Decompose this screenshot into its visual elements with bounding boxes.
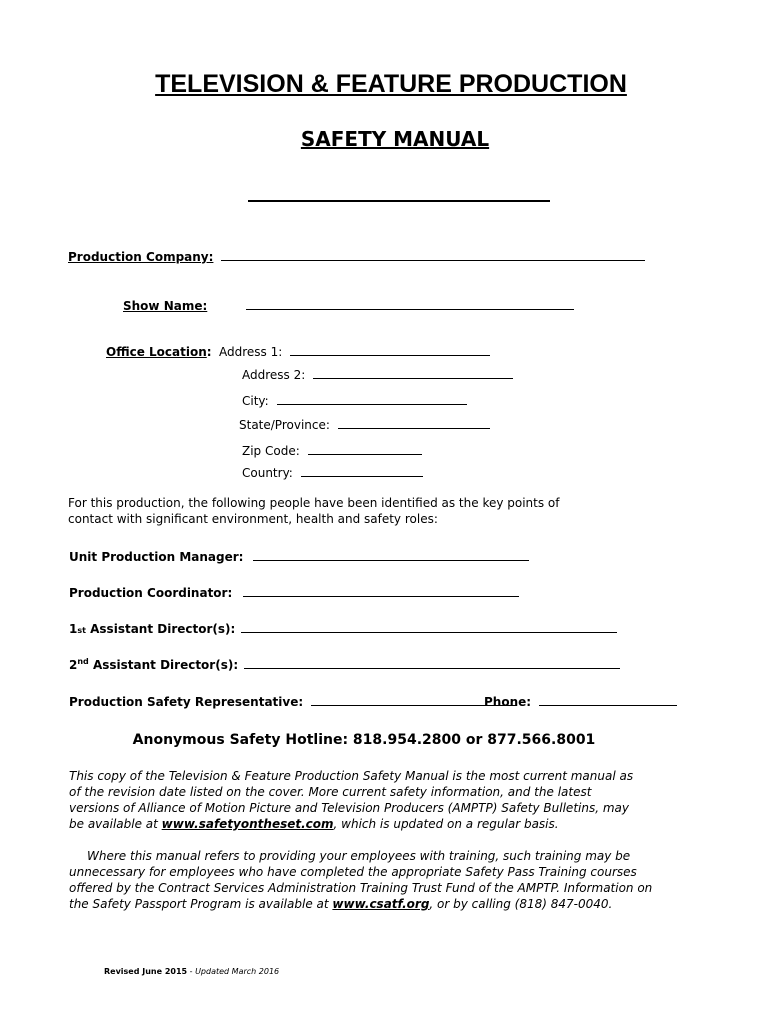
zip-field[interactable] xyxy=(308,442,422,455)
revision-footer: Revised June 2015 - Updated March 2016 xyxy=(104,967,280,976)
note-paragraph-2: Where this manual refers to providing your employees with training, such training may be unnecessary for employees who have completed the appropriate Safety Pass Training courses offered by the Contract Services Administration Training Trust Fund of the AMPTP. Information on the Safety Passport Program is available at www.csatf.org, or by calling (818) 847-0040. xyxy=(69,849,653,911)
country-field[interactable] xyxy=(301,464,423,477)
city-field[interactable] xyxy=(277,392,467,405)
production-company-field[interactable] xyxy=(221,248,645,261)
upm-field[interactable] xyxy=(253,548,529,561)
show-name-field[interactable] xyxy=(246,297,574,310)
first-ad-field[interactable] xyxy=(241,620,617,633)
city-row xyxy=(242,390,467,409)
coordinator-row xyxy=(69,582,519,601)
address1-field[interactable] xyxy=(290,343,490,356)
zip-row xyxy=(242,440,422,459)
second-ad-row xyxy=(69,654,620,673)
country-row xyxy=(242,462,423,481)
production-company-label: Production Company: xyxy=(68,250,214,264)
city-label: City: xyxy=(242,394,269,408)
coordinator-label: Production Coordinator: xyxy=(69,586,233,600)
country-label: Country: xyxy=(242,466,293,480)
safetyontheset-link[interactable]: www.safetyontheset.com xyxy=(161,817,334,831)
upm-label: Unit Production Manager: xyxy=(69,550,244,564)
document-title: TELEVISION & FEATURE PRODUCTION xyxy=(155,70,627,98)
note-paragraph-1: This copy of the Television & Feature Production Safety Manual is the most current manual as of the revision date listed on the cover. More current safety information, and the latest versions of Alliance of Motion Picture and Television Producers (AMPTP) Safety Bulletins, may be available at www.safetyontheset.com, which is updated on a regular basis. xyxy=(69,769,634,831)
production-company-row xyxy=(68,246,645,265)
contacts-intro: For this production, the following people have been identified as the key points of contact with significant environment, health and safety roles: xyxy=(68,496,560,526)
office-location-row: Office Location: xyxy=(106,345,212,359)
coordinator-field[interactable] xyxy=(243,584,519,597)
office-location-label: Office Location xyxy=(106,345,207,359)
safety-rep-label: Production Safety Representative: xyxy=(69,695,304,709)
state-field[interactable] xyxy=(338,416,490,429)
second-ad-field[interactable] xyxy=(244,656,620,669)
address2-field[interactable] xyxy=(313,366,513,379)
address1-row xyxy=(219,341,490,360)
csatf-link[interactable]: www.csatf.org xyxy=(332,897,430,911)
first-ad-label: 1st Assistant Director(s): xyxy=(69,622,236,636)
first-ad-row xyxy=(69,618,617,637)
show-name-field-wrap xyxy=(246,295,574,314)
revised-date: Revised June 2015 xyxy=(104,967,188,976)
phone-row xyxy=(484,691,677,710)
safety-hotline: Anonymous Safety Hotline: 818.954.2800 or 877.566.8001 xyxy=(132,732,596,748)
second-ad-label: 2nd Assistant Director(s): xyxy=(69,657,239,672)
document-subtitle: SAFETY MANUAL xyxy=(300,127,490,151)
address2-row xyxy=(242,364,513,383)
phone-label: Phone: xyxy=(484,695,532,709)
upm-row xyxy=(69,546,529,565)
state-label: State/Province: xyxy=(239,418,330,432)
address2-label: Address 2: xyxy=(242,368,306,382)
title-rule xyxy=(248,200,550,202)
address1-label: Address 1: xyxy=(219,345,283,359)
phone-field[interactable] xyxy=(539,693,677,706)
safety-rep-row xyxy=(69,691,517,710)
show-name-row xyxy=(123,295,207,314)
updated-date: Updated March 2016 xyxy=(195,967,280,976)
zip-label: Zip Code: xyxy=(242,444,300,458)
state-row xyxy=(239,414,490,433)
show-name-label: Show Name: xyxy=(123,299,208,313)
